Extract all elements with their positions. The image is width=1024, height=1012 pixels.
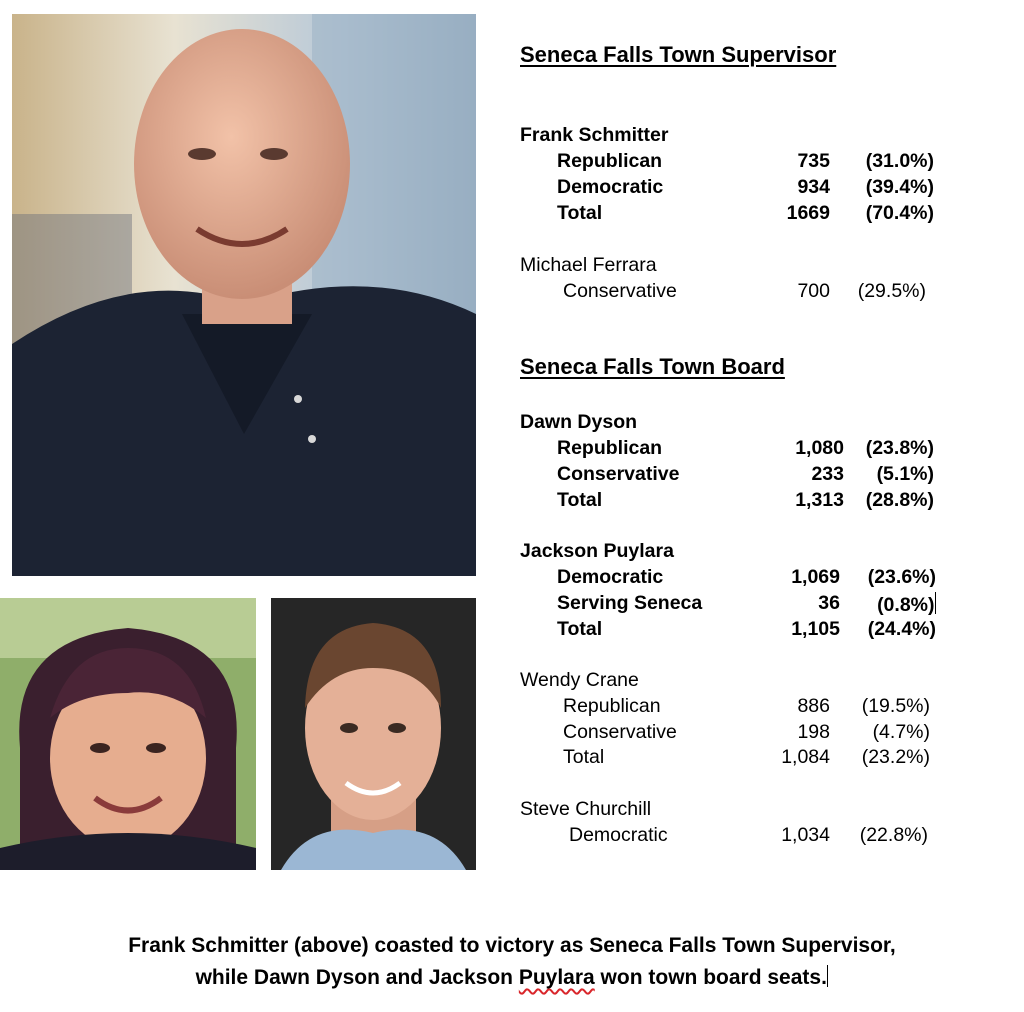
vote-count: 1,069	[791, 566, 840, 588]
election-results	[520, 0, 1000, 880]
party-label: Republican	[557, 150, 663, 172]
party-label: Democratic	[557, 176, 664, 198]
result-row	[520, 592, 1000, 618]
vote-count: 1,105	[791, 618, 840, 640]
caption-line-1: Frank Schmitter (above) coasted to victory as Seneca Falls Town Supervisor,	[128, 934, 896, 957]
party-label: Serving Seneca	[557, 592, 703, 614]
party-label: Conservative	[563, 280, 677, 302]
vote-count: 1669	[786, 202, 830, 224]
result-row	[520, 746, 1000, 772]
party-label: Republican	[557, 437, 663, 459]
result-row	[520, 824, 1000, 850]
result-row	[520, 202, 1000, 228]
result-row	[520, 695, 1000, 721]
photo-frank-schmitter	[12, 14, 476, 576]
vote-count: 934	[797, 176, 830, 198]
photo-jackson-puylara	[271, 598, 476, 870]
vote-count: 886	[797, 695, 830, 717]
caption-text: while Dawn Dyson and Jackson	[195, 966, 519, 989]
result-row	[520, 176, 1000, 202]
caption-text: won town board seats.	[594, 966, 827, 989]
vote-percent: (19.5%)	[861, 695, 930, 717]
candidate-name: Frank Schmitter	[520, 124, 669, 146]
result-row	[520, 721, 1000, 747]
vote-count: 1,034	[781, 824, 830, 846]
photo-caption	[0, 930, 1024, 994]
result-row	[520, 489, 1000, 515]
vote-percent: (23.2%)	[861, 746, 930, 768]
vote-count: 233	[811, 463, 844, 485]
vote-percent: (24.4%)	[867, 618, 936, 640]
vote-count: 1,084	[781, 746, 830, 768]
vote-percent: (0.8%)	[877, 594, 935, 616]
party-label: Democratic	[557, 566, 664, 588]
vote-percent: (28.8%)	[865, 489, 934, 511]
candidate-name: Jackson Puylara	[520, 540, 674, 562]
result-row	[520, 150, 1000, 176]
party-label: Conservative	[563, 721, 677, 743]
vote-count: 198	[797, 721, 830, 743]
vote-count: 735	[797, 150, 830, 172]
vote-percent: (4.7%)	[872, 721, 930, 743]
vote-count: 1,313	[795, 489, 844, 511]
supervisor-title: Seneca Falls Town Supervisor	[520, 42, 837, 67]
party-label: Total	[563, 746, 605, 768]
party-label: Democratic	[569, 824, 668, 846]
party-label: Total	[557, 618, 603, 640]
vote-count: 700	[797, 280, 830, 302]
result-row	[520, 566, 1000, 592]
vote-count: 36	[818, 592, 840, 614]
party-label: Total	[557, 202, 603, 224]
result-row	[520, 618, 1000, 644]
vote-percent: (39.4%)	[865, 176, 934, 198]
candidate-name: Dawn Dyson	[520, 411, 638, 433]
result-row	[520, 463, 1000, 489]
candidate-name: Steve Churchill	[520, 798, 652, 820]
board-title: Seneca Falls Town Board	[520, 354, 785, 379]
party-label: Total	[557, 489, 603, 511]
caption-line-2	[0, 962, 1024, 994]
vote-percent: (70.4%)	[865, 202, 934, 224]
vote-percent: (5.1%)	[876, 463, 934, 485]
vote-percent: (23.8%)	[865, 437, 934, 459]
candidate-name: Michael Ferrara	[520, 254, 657, 276]
photo-dawn-dyson	[0, 598, 256, 870]
vote-percent: (22.8%)	[859, 824, 928, 846]
result-row	[520, 437, 1000, 463]
vote-percent: (31.0%)	[865, 150, 934, 172]
candidate-name: Wendy Crane	[520, 669, 639, 691]
vote-percent: (23.6%)	[867, 566, 936, 588]
vote-count: 1,080	[795, 437, 844, 459]
text-cursor	[935, 592, 937, 614]
party-label: Conservative	[557, 463, 680, 485]
spellcheck-flagged-word[interactable]: Puylara	[518, 966, 595, 989]
party-label: Republican	[563, 695, 661, 717]
vote-percent: (29.5%)	[857, 280, 926, 302]
result-row	[520, 280, 1000, 306]
text-cursor	[827, 965, 829, 987]
